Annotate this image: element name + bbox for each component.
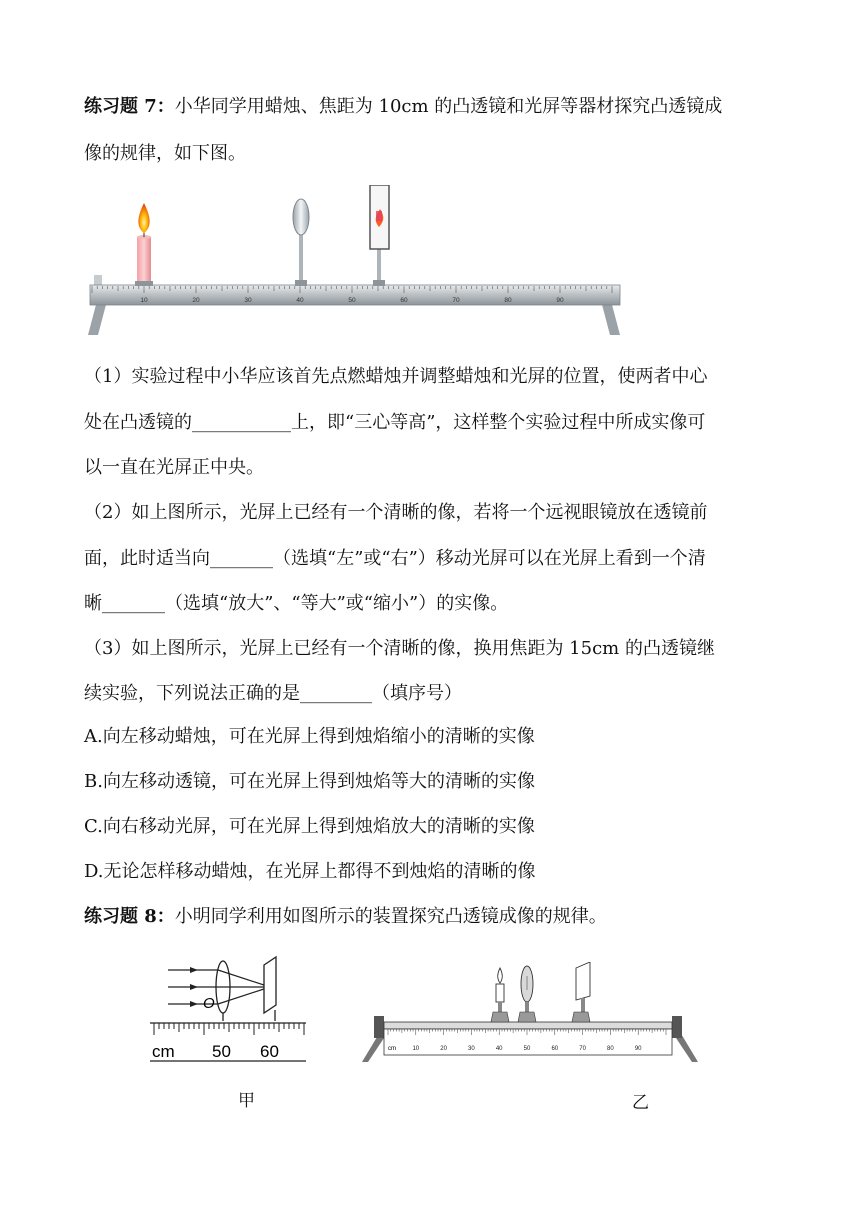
- optical-bench-figure: [84, 185, 634, 340]
- q3-line-1: （3）如上图所示，光屏上已经有一个清晰的像，换用焦距为 15cm 的凸透镜继: [84, 638, 715, 659]
- yi-tick-label-40: 40: [495, 1046, 503, 1052]
- exercise-7-label: 练习题 7：: [84, 96, 175, 117]
- ruler-tick-label-60: 60: [400, 297, 408, 304]
- q1-line-2: 处在凸透镜的___________上，即“三心等高”，这样整个实验过程中所成实像可: [84, 412, 706, 433]
- tick-label-60: 60: [260, 1042, 279, 1061]
- parallel-rays: [168, 970, 270, 1004]
- optical-bench-figure-yi: [360, 962, 700, 1067]
- yi-tick-label-30: 30: [468, 1046, 475, 1052]
- ruler-tick-label-40: 40: [296, 297, 304, 304]
- candle-icon: [491, 968, 509, 1022]
- caption-jia: 甲: [238, 1091, 255, 1111]
- q2-line-1: （2）如上图所示，光屏上已经有一个清晰的像，若将一个远视眼镜放在透镜前: [84, 502, 708, 523]
- yi-tick-label-60: 60: [551, 1046, 559, 1052]
- ruler-tick-label-70: 70: [452, 297, 460, 304]
- q3-option-c: C.向右移动光屏，可在光屏上得到烛焰放大的清晰的实像: [84, 816, 535, 837]
- q3-option-d: D.无论怎样移动蜡烛，在光屏上都得不到烛焰的清晰的像: [84, 861, 536, 882]
- caption-yi: 乙: [632, 1093, 649, 1113]
- yi-tick-label-70: 70: [579, 1046, 586, 1052]
- exercise-7-line-2: 像的规律，如下图。: [84, 143, 246, 164]
- q2-line-2: 面，此时适当向_______（选填“左”或“右”）移动光屏可以在光屏上看到一个清: [84, 548, 706, 569]
- ruler-tick-label-20: 20: [192, 297, 200, 304]
- q1-line-3: 以一直在光屏正中央。: [84, 457, 264, 478]
- lens-icon: [518, 966, 536, 1022]
- q3-option-a: A.向左移动蜡烛，可在光屏上得到烛焰缩小的清晰的实像: [84, 726, 535, 747]
- tick-label-50: 50: [212, 1042, 231, 1061]
- screen-icon: [572, 962, 590, 1022]
- q1-line-1: （1）实验过程中小华应该首先点燃蜡烛并调整蜡烛和光屏的位置，使两者中心: [84, 366, 708, 387]
- q2-line-3: 晰_______（选填“放大”、“等大”或“缩小”）的实像。: [84, 593, 509, 614]
- exercise-8-text: 小明同学利用如图所示的装置探究凸透镜成像的规律。: [174, 906, 607, 927]
- exercise-8-line-1: [84, 906, 607, 928]
- ruler-tick-label-30: 30: [244, 297, 252, 304]
- convex-lens-icon: [293, 199, 309, 286]
- q3-line-2: 续实验，下列说法正确的是________（填序号）: [84, 683, 462, 704]
- unit-label: cm: [152, 1042, 175, 1061]
- candle-icon: [135, 203, 153, 286]
- exercise-8-label: 练习题 8：: [84, 906, 175, 927]
- yi-tick-label-90: 90: [634, 1046, 642, 1052]
- ruler-tick-label-90: 90: [556, 297, 564, 304]
- yi-tick-label-80: 80: [607, 1046, 614, 1052]
- ruler-tick-label-10: 10: [140, 297, 148, 304]
- q3-option-b: B.向左移动透镜，可在光屏上得到烛焰等大的清晰的实像: [84, 771, 535, 792]
- ray-arrow-icons: [190, 967, 198, 1007]
- screen-icon: [264, 957, 276, 1021]
- light-screen-icon: [370, 185, 389, 286]
- yi-tick-label-20: 20: [440, 1046, 447, 1052]
- yi-tick-label-10: 10: [412, 1046, 420, 1052]
- exercise-7-line-1: [84, 96, 722, 118]
- exercise-7-text: 小华同学用蜡烛、焦距为 10cm 的凸透镜和光屏等器材探究凸透镜成: [174, 96, 723, 117]
- ruler-tick-label-80: 80: [504, 297, 512, 304]
- origin-label: O: [203, 995, 215, 1012]
- bench-rail: [384, 1022, 672, 1029]
- focal-length-figure: [148, 955, 308, 1065]
- yi-tick-label-50: 50: [523, 1046, 531, 1052]
- unit-label: cm: [388, 1046, 396, 1052]
- ruler-tick-label-50: 50: [348, 297, 356, 304]
